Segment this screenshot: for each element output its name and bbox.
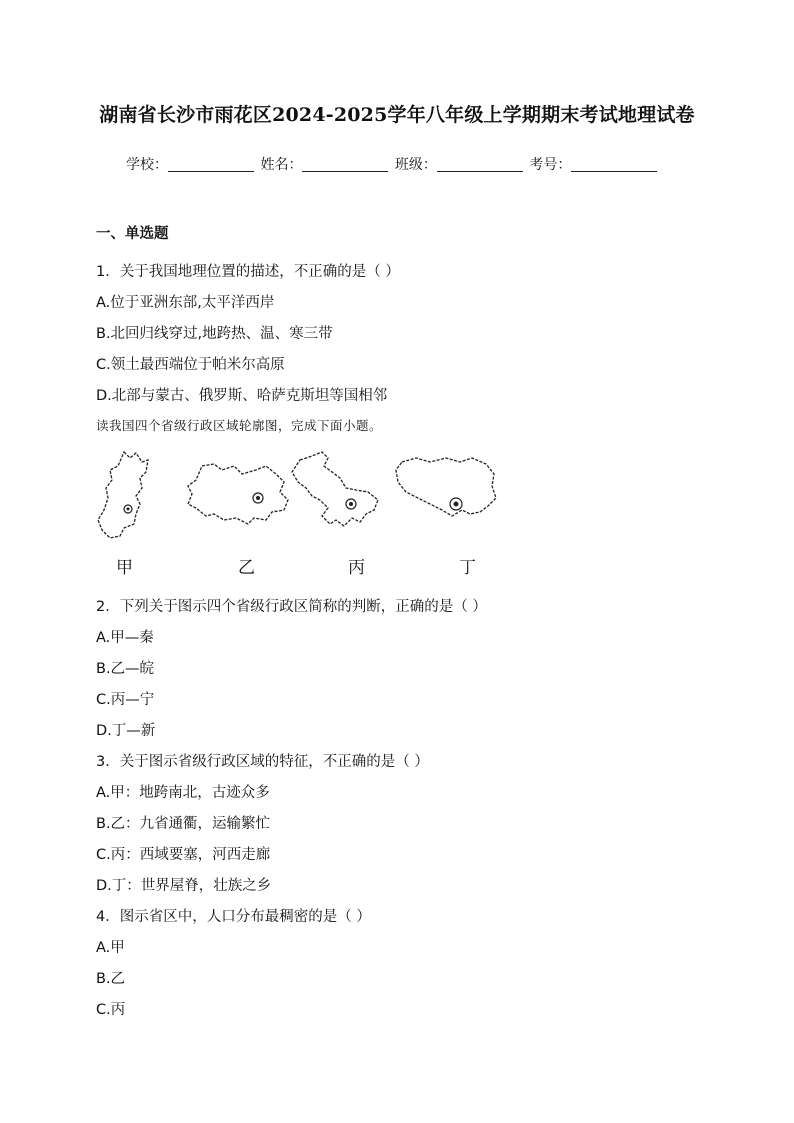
q4-option-c: C.丙 (96, 1002, 126, 1018)
name-blank[interactable] (302, 157, 388, 172)
number-blank[interactable] (571, 157, 657, 172)
map-label-yi: 乙 (238, 558, 255, 578)
q1-option-c: C.领土最西端位于帕米尔高原 (96, 357, 285, 373)
q3-option-a: A.甲：地跨南北，古迹众多 (96, 785, 270, 801)
map-ding-outline (394, 454, 498, 520)
class-blank[interactable] (437, 157, 523, 172)
q1-option-b: B.北回归线穿过,地跨热、温、寒三带 (96, 326, 333, 342)
q3-option-c: C.丙：西域要塞，河西走廊 (96, 847, 271, 863)
q3-option-d: D.丁：世界屋脊，壮族之乡 (96, 878, 272, 894)
q1-option-d: D.北部与蒙古、俄罗斯、哈萨克斯坦等国相邻 (96, 388, 388, 404)
q1-option-a: A.位于亚洲东部,太平洋西岸 (96, 295, 275, 311)
map-jia-outline (96, 448, 160, 542)
school-label: 学校： (126, 157, 168, 173)
map-label-jia: 甲 (116, 558, 133, 578)
q2-option-a: A.甲—秦 (96, 630, 154, 646)
class-label: 班级： (394, 157, 437, 173)
page-title: 湖南省长沙市雨花区2024-2025学年八年级上学期期末考试地理试卷 (99, 104, 695, 126)
map-yi-outline (184, 460, 296, 528)
q2-option-b: B.乙—皖 (96, 661, 155, 677)
name-label: 姓名： (260, 157, 303, 173)
q2-stem: 2．下列关于图示四个省级行政区简称的判断，正确的是（ ） (96, 599, 487, 615)
q1-stem: 1．关于我国地理位置的描述，不正确的是（ ） (96, 264, 400, 280)
q3-stem: 3．关于图示省级行政区域的特征，不正确的是（ ） (96, 754, 429, 770)
school-blank[interactable] (168, 157, 254, 172)
q2-option-c: C.丙—宁 (96, 692, 155, 708)
map-label-ding: 丁 (459, 558, 476, 578)
q4-option-b: B.乙 (96, 971, 126, 987)
q3-option-b: B.乙：九省通衢，运输繁忙 (96, 816, 271, 832)
map-label-bing: 丙 (348, 558, 365, 578)
map-bing-outline (290, 448, 380, 530)
q4-stem: 4．图示省区中，人口分布最稠密的是（ ） (96, 909, 371, 925)
section-heading: 一、单选题 (96, 226, 169, 242)
q4-option-a: A.甲 (96, 940, 125, 956)
student-info-row (126, 154, 659, 174)
q2-option-d: D.丁—新 (96, 723, 156, 739)
number-label: 考号： (529, 157, 572, 173)
map-intro: 读我国四个省级行政区域轮廓图，完成下面小题。 (96, 418, 383, 433)
